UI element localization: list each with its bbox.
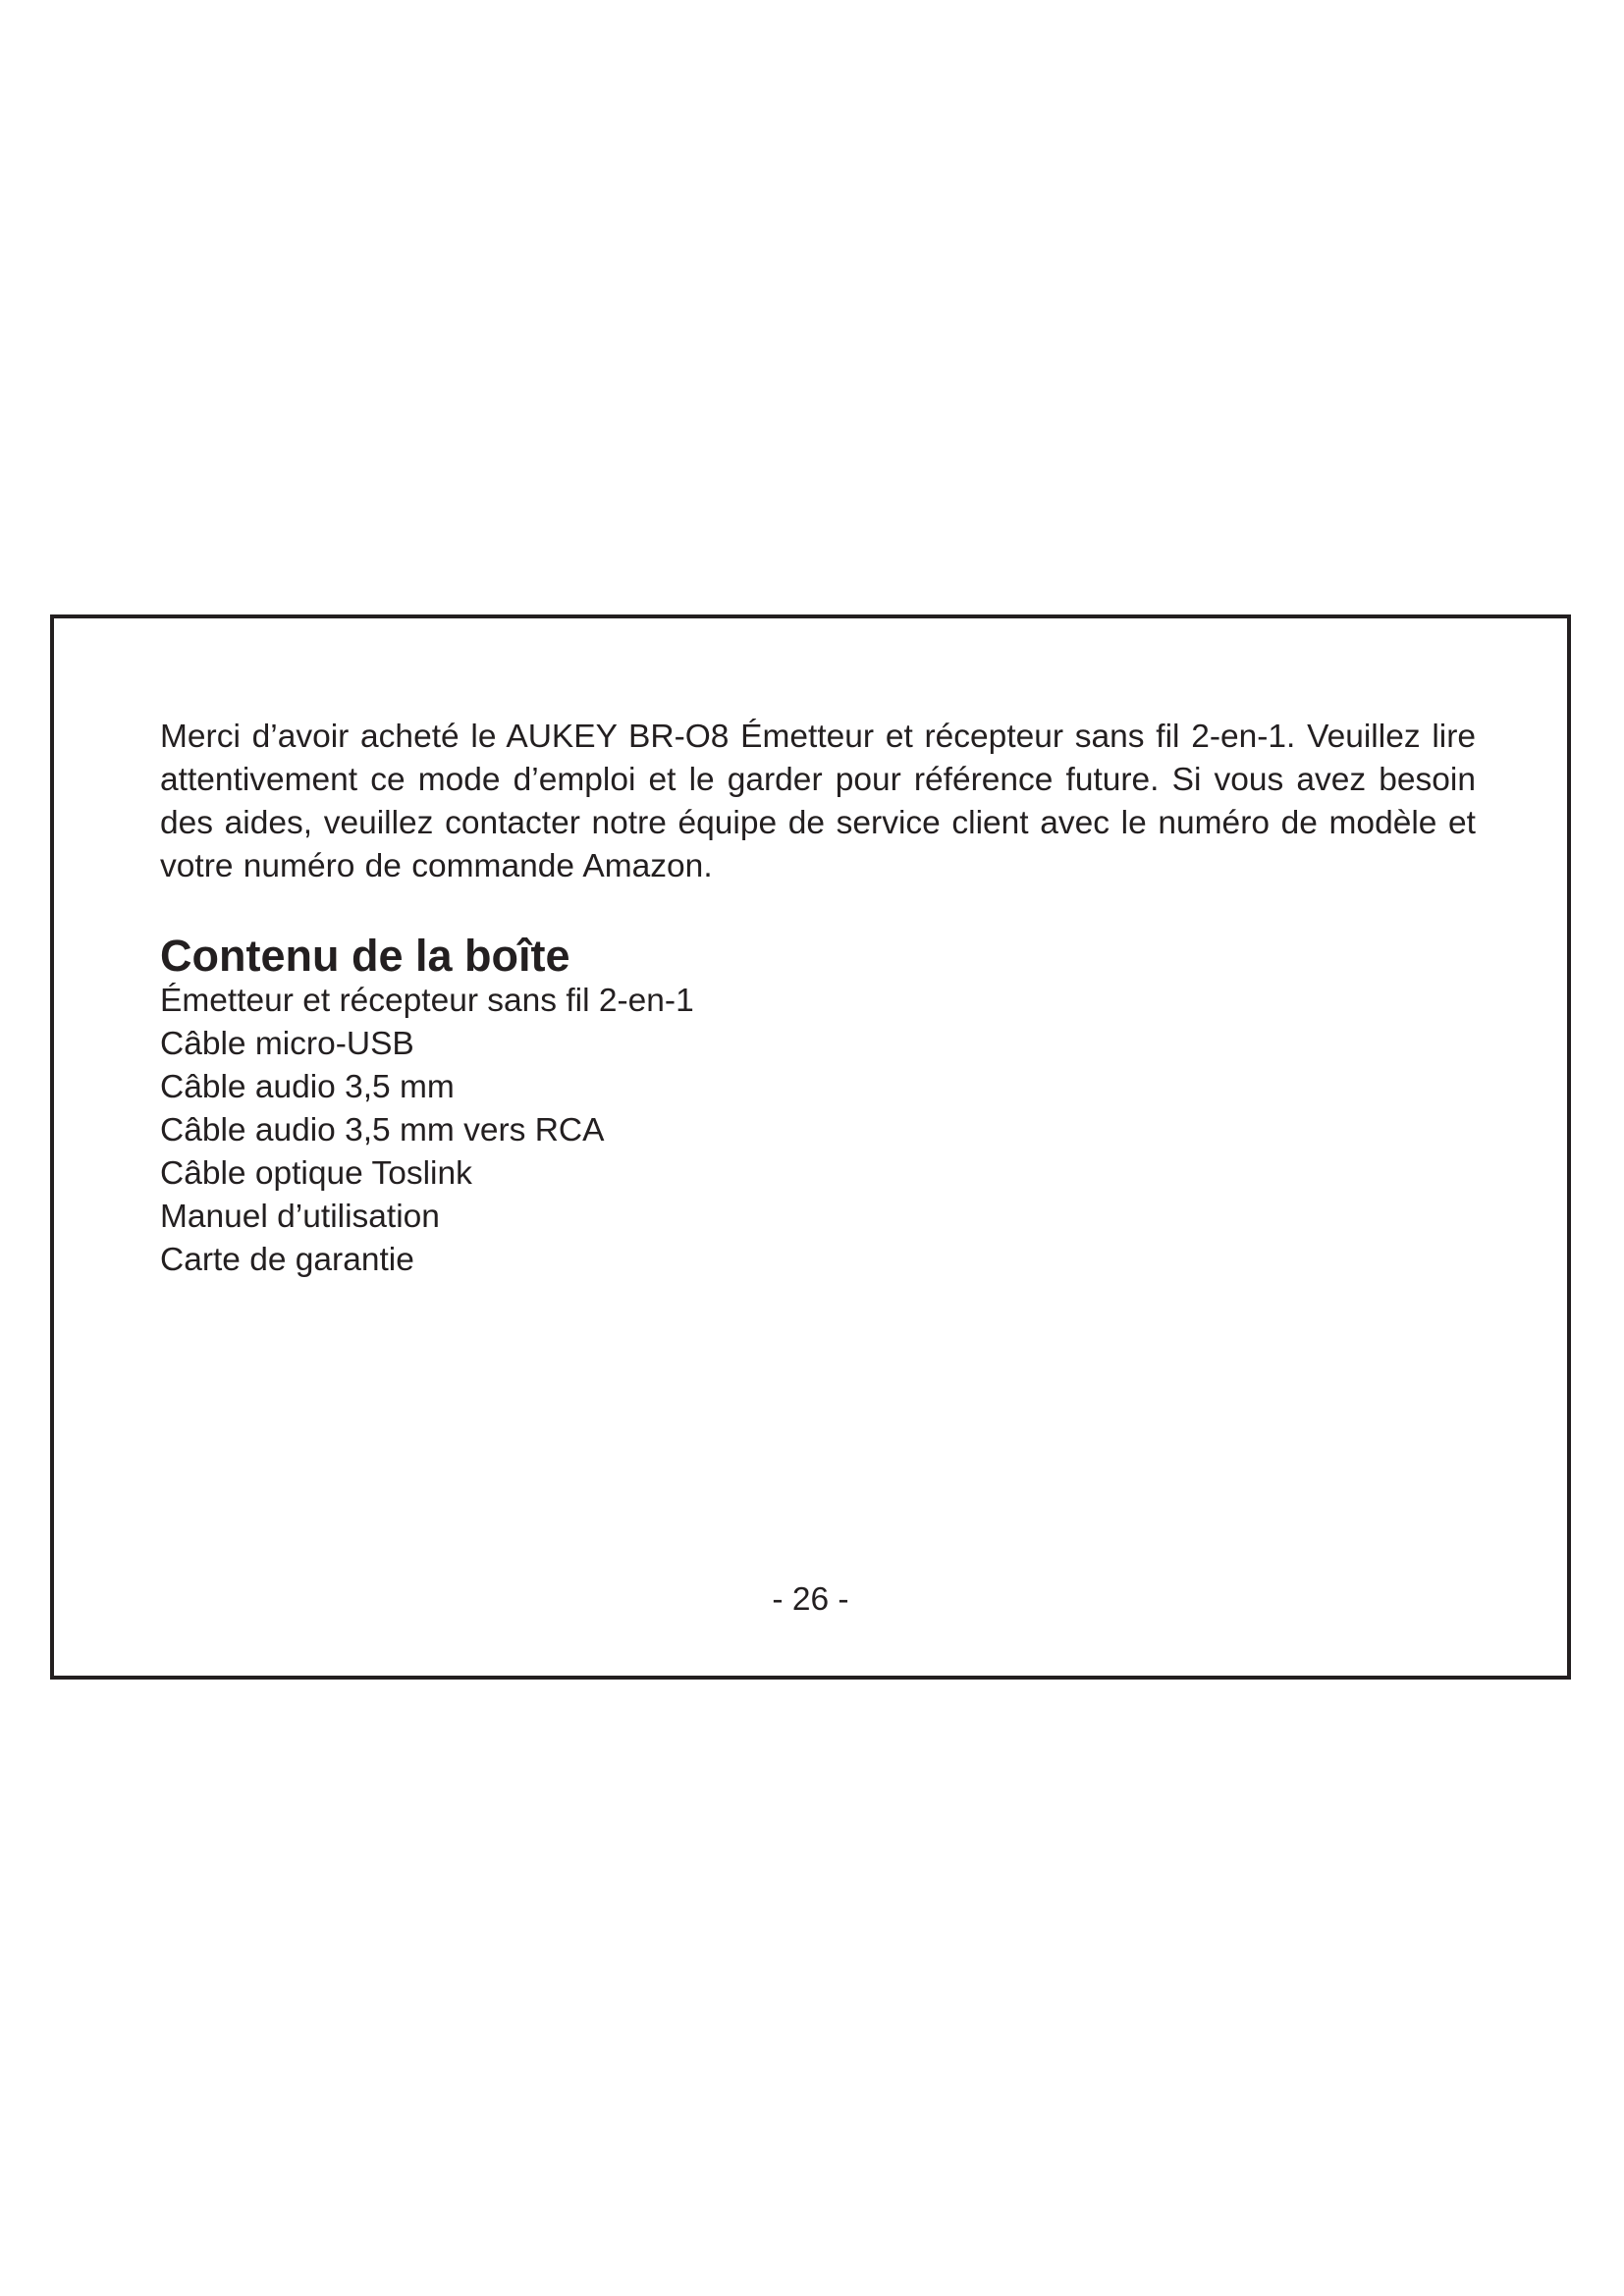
section-title: Contenu de la boîte: [160, 931, 570, 981]
list-item: Câble micro-USB: [160, 1026, 414, 1062]
package-contents-list: [160, 980, 694, 1282]
list-item: Émetteur et récepteur sans fil 2-en-1: [160, 983, 694, 1019]
list-item: Manuel d’utilisation: [160, 1199, 440, 1235]
page-frame: [50, 614, 1571, 1680]
list-item: Carte de garantie: [160, 1242, 414, 1278]
page-number: - 26 -: [772, 1581, 849, 1618]
list-item: Câble audio 3,5 mm vers RCA: [160, 1112, 605, 1148]
intro-paragraph: Merci d’avoir acheté le AUKEY BR-O8 Émetteur et récepteur sans fil 2-en-1. Veuillez lire attentivement ce mode d’emploi et le garder pour référence future. Si vous avez besoin des aides, veuillez contacter notre équipe de service client avec le numéro de modèle et votre numéro de commande Amazon.: [160, 719, 1476, 884]
list-item: Câble optique Toslink: [160, 1155, 472, 1192]
list-item: Câble audio 3,5 mm: [160, 1069, 455, 1105]
